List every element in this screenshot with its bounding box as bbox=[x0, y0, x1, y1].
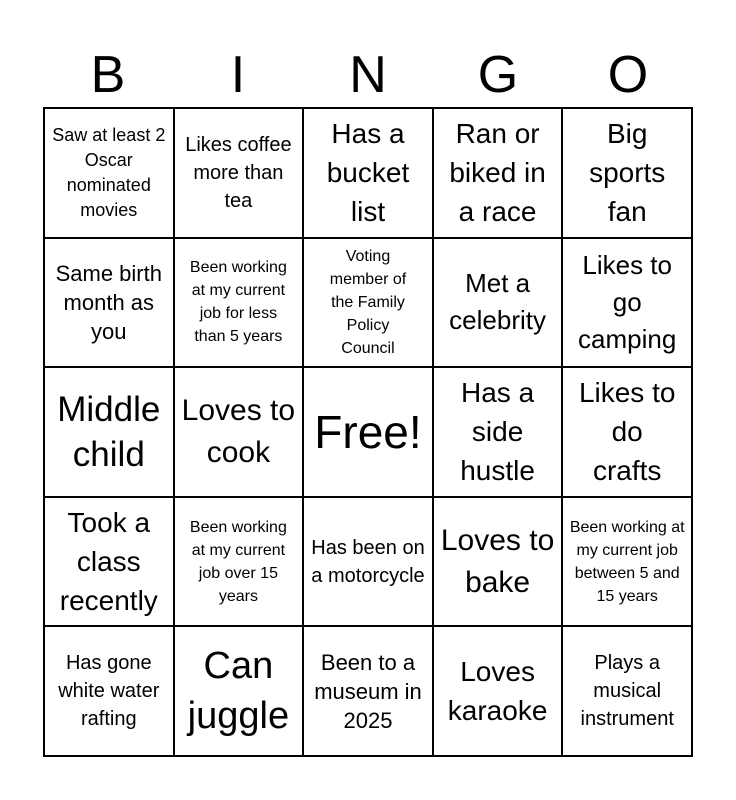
bingo-header bbox=[43, 44, 693, 106]
bingo-cell-text: Loves to bake bbox=[440, 523, 555, 599]
bingo-cell-text: Been working at my current job between 5 and 15 years bbox=[569, 518, 685, 605]
bingo-cell bbox=[303, 238, 433, 368]
header-letter-b: B bbox=[90, 46, 126, 104]
bingo-cell-text: Likes to go camping bbox=[578, 249, 677, 354]
bingo-cell bbox=[562, 626, 692, 756]
bingo-cell-text: Has a bucket list bbox=[326, 118, 410, 228]
bingo-cell-text: Saw at least 2 Oscar nominated movies bbox=[52, 124, 166, 220]
bingo-cell bbox=[174, 367, 304, 497]
bingo-cell-text: Met a celebrity bbox=[449, 268, 546, 336]
bingo-cell-text: Took a class recently bbox=[59, 507, 158, 617]
bingo-cell-text: Likes to do crafts bbox=[578, 377, 676, 487]
bingo-cell bbox=[433, 367, 563, 497]
bingo-cell bbox=[44, 626, 174, 756]
bingo-cell-text: Has gone white water rafting bbox=[58, 652, 160, 731]
bingo-cell-text: Likes coffee more than tea bbox=[185, 133, 292, 212]
header-letter-o: O bbox=[607, 46, 649, 104]
bingo-cell bbox=[174, 108, 304, 238]
bingo-cell bbox=[562, 497, 692, 627]
bingo-cell bbox=[303, 497, 433, 627]
bingo-cell bbox=[433, 626, 563, 756]
bingo-cell-text: Loves to cook bbox=[181, 393, 296, 469]
bingo-cell bbox=[562, 367, 692, 497]
bingo-cell-free bbox=[303, 367, 433, 497]
bingo-cell bbox=[174, 626, 304, 756]
bingo-cell-text: Ran or biked in a race bbox=[449, 118, 546, 228]
header-letter-n: N bbox=[349, 46, 387, 104]
bingo-card-grid bbox=[43, 107, 693, 757]
bingo-cell-text: Loves karaoke bbox=[447, 656, 548, 727]
bingo-cell-text: Been working at my current job for less than 5 years bbox=[189, 259, 287, 346]
bingo-cell bbox=[303, 108, 433, 238]
header-letter-i: I bbox=[230, 46, 246, 104]
bingo-cell bbox=[44, 238, 174, 368]
header-letter-g: G bbox=[477, 46, 519, 104]
bingo-cell bbox=[174, 238, 304, 368]
bingo-cell bbox=[433, 497, 563, 627]
bingo-cell bbox=[44, 108, 174, 238]
bingo-cell bbox=[433, 108, 563, 238]
bingo-cell bbox=[44, 497, 174, 627]
bingo-cell-text: Same birth month as you bbox=[55, 260, 162, 344]
bingo-cell bbox=[174, 497, 304, 627]
bingo-cell-text: Plays a musical instrument bbox=[580, 652, 674, 731]
bingo-cell-text: Voting member of the Family Policy Council bbox=[329, 247, 407, 357]
bingo-cell-text: Been working at my current job over 15 years bbox=[189, 518, 287, 605]
bingo-cell-text: Can juggle bbox=[187, 645, 290, 738]
bingo-cell bbox=[44, 367, 174, 497]
free-space-text: Free! bbox=[314, 405, 422, 458]
bingo-cell-text: Middle child bbox=[57, 389, 161, 474]
bingo-cell-text: Big sports fan bbox=[589, 118, 666, 228]
bingo-cell-text: Has been on a motorcycle bbox=[311, 536, 425, 587]
bingo-cell-text: Has a side hustle bbox=[460, 377, 535, 487]
bingo-cell bbox=[562, 238, 692, 368]
bingo-cell-text: Been to a museum in 2025 bbox=[314, 649, 422, 733]
bingo-cell bbox=[562, 108, 692, 238]
bingo-cell bbox=[303, 626, 433, 756]
bingo-cell bbox=[433, 238, 563, 368]
